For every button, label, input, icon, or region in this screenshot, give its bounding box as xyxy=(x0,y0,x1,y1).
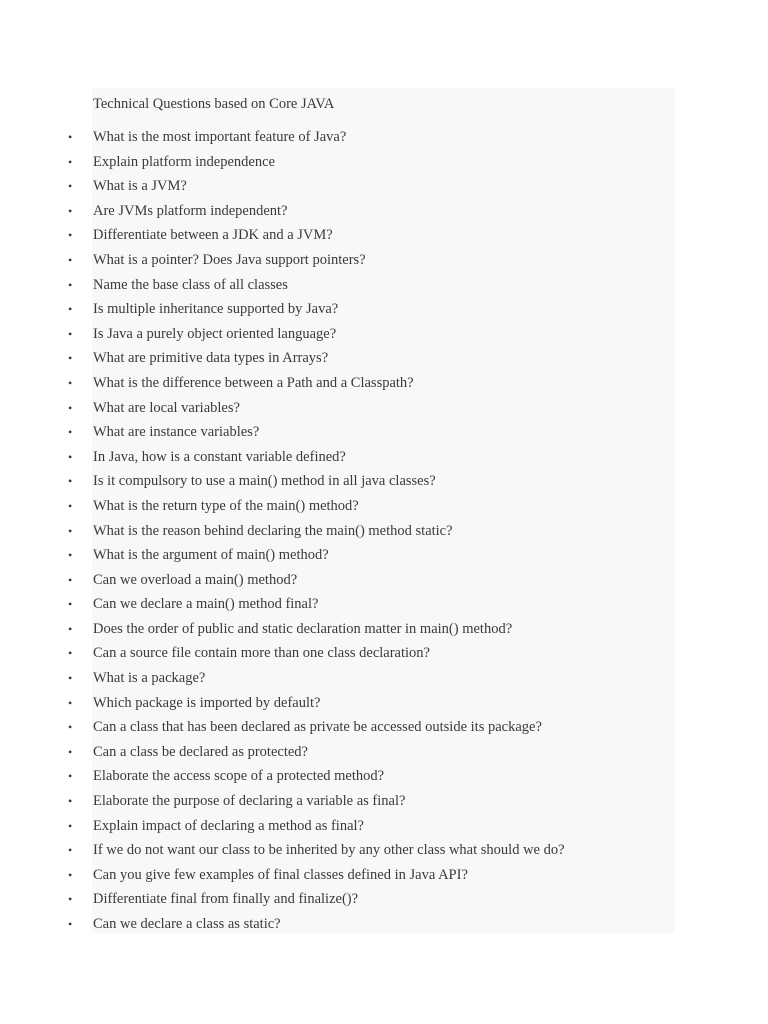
question-item xyxy=(0,152,768,177)
question-item xyxy=(0,201,768,226)
question-text: What is the difference between a Path and a Classpath? xyxy=(93,374,414,391)
question-item xyxy=(0,521,768,546)
question-item xyxy=(0,545,768,570)
bullet-icon: • xyxy=(68,843,73,858)
bullet-icon: • xyxy=(68,794,73,809)
bullet-icon: • xyxy=(68,695,73,710)
question-text: What is a pointer? Does Java support pointers? xyxy=(93,251,366,268)
question-item xyxy=(0,447,768,472)
question-item xyxy=(0,176,768,201)
bullet-icon: • xyxy=(68,474,73,489)
question-item xyxy=(0,693,768,718)
question-text: Elaborate the access scope of a protected method? xyxy=(93,768,385,785)
question-text: Can you give few examples of final classes defined in Java API? xyxy=(93,866,468,883)
question-item xyxy=(0,668,768,693)
question-text: In Java, how is a constant variable defined? xyxy=(93,448,346,465)
question-item xyxy=(0,742,768,767)
question-item xyxy=(0,496,768,521)
bullet-icon: • xyxy=(68,498,73,513)
question-item xyxy=(0,570,768,595)
question-text: Explain platform independence xyxy=(93,153,275,170)
bullet-icon: • xyxy=(68,572,73,587)
question-text: Can we declare a class as static? xyxy=(93,916,281,932)
bullet-icon: • xyxy=(68,621,73,636)
question-text: Does the order of public and static declaration matter in main() method? xyxy=(93,620,513,637)
question-text: Name the base class of all classes xyxy=(93,276,288,293)
question-text: What are instance variables? xyxy=(93,424,260,441)
question-item xyxy=(0,398,768,423)
question-text: What is the return type of the main() method? xyxy=(93,497,359,514)
question-item xyxy=(0,127,768,152)
bullet-icon: • xyxy=(68,597,73,612)
document-title: Technical Questions based on Core JAVA xyxy=(93,96,335,112)
bullet-icon: • xyxy=(68,130,73,144)
bullet-icon: • xyxy=(68,252,73,267)
question-item xyxy=(0,348,768,373)
question-item xyxy=(0,422,768,447)
question-text: Can a class that has been declared as private be accessed outside its package? xyxy=(93,719,542,736)
question-item xyxy=(0,619,768,644)
bullet-icon: • xyxy=(68,818,73,833)
bullet-icon: • xyxy=(68,228,73,243)
question-text: Elaborate the purpose of declaring a variable as final? xyxy=(93,793,406,810)
bullet-icon: • xyxy=(68,892,73,907)
question-item xyxy=(0,299,768,324)
bullet-icon: • xyxy=(68,375,73,390)
question-item xyxy=(0,840,768,865)
bullet-icon: • xyxy=(68,400,73,415)
question-text: What are primitive data types in Arrays? xyxy=(93,350,329,367)
question-text: Differentiate final from finally and finalize()? xyxy=(93,891,359,908)
bullet-icon: • xyxy=(68,769,73,784)
question-list xyxy=(0,127,768,939)
question-text: Is Java a purely object oriented language? xyxy=(93,325,337,342)
question-item xyxy=(0,816,768,841)
question-item xyxy=(0,471,768,496)
question-item xyxy=(0,373,768,398)
bullet-icon: • xyxy=(68,449,73,464)
bullet-icon: • xyxy=(68,523,73,538)
question-text: Which package is imported by default? xyxy=(93,694,321,711)
bullet-icon: • xyxy=(68,326,73,341)
question-text: Is multiple inheritance supported by Java? xyxy=(93,301,339,318)
question-text: Differentiate between a JDK and a JVM? xyxy=(93,227,333,244)
question-text: Can a class be declared as protected? xyxy=(93,743,308,760)
question-item xyxy=(0,889,768,914)
question-text: What is the argument of main() method? xyxy=(93,547,329,564)
bullet-icon: • xyxy=(68,302,73,317)
question-text: Are JVMs platform independent? xyxy=(93,202,288,219)
question-item xyxy=(0,791,768,816)
bullet-icon: • xyxy=(68,720,73,735)
question-text: Can we overload a main() method? xyxy=(93,571,298,588)
question-item xyxy=(0,865,768,890)
question-text: Explain impact of declaring a method as final? xyxy=(93,817,364,834)
question-text: Can a source file contain more than one class declaration? xyxy=(93,645,430,662)
question-item xyxy=(0,717,768,742)
question-item xyxy=(0,275,768,300)
bullet-icon: • xyxy=(68,277,73,292)
question-item xyxy=(0,250,768,275)
question-item xyxy=(0,643,768,668)
question-item xyxy=(0,594,768,619)
bullet-icon: • xyxy=(68,351,73,366)
question-text: Is it compulsory to use a main() method in all java classes? xyxy=(93,473,436,490)
question-item xyxy=(0,766,768,791)
bullet-icon: • xyxy=(68,425,73,440)
question-item xyxy=(0,914,768,939)
question-item xyxy=(0,324,768,349)
bullet-icon: • xyxy=(68,744,73,759)
question-text: What are local variables? xyxy=(93,399,240,416)
question-text: If we do not want our class to be inherited by any other class what should we do? xyxy=(93,842,565,859)
bullet-icon: • xyxy=(68,179,73,194)
question-text: Can we declare a main() method final? xyxy=(93,596,319,613)
question-item xyxy=(0,225,768,250)
question-text: What is a JVM? xyxy=(93,178,187,195)
question-text: What is a package? xyxy=(93,670,206,687)
bullet-icon: • xyxy=(68,203,73,218)
bullet-icon: • xyxy=(68,671,73,686)
bullet-icon: • xyxy=(68,867,73,882)
question-text: What is the most important feature of Java? xyxy=(93,129,347,145)
bullet-icon: • xyxy=(68,548,73,563)
bullet-icon: • xyxy=(68,646,73,661)
question-text: What is the reason behind declaring the main() method static? xyxy=(93,522,453,539)
bullet-icon: • xyxy=(68,154,73,169)
bullet-icon: • xyxy=(68,917,73,931)
